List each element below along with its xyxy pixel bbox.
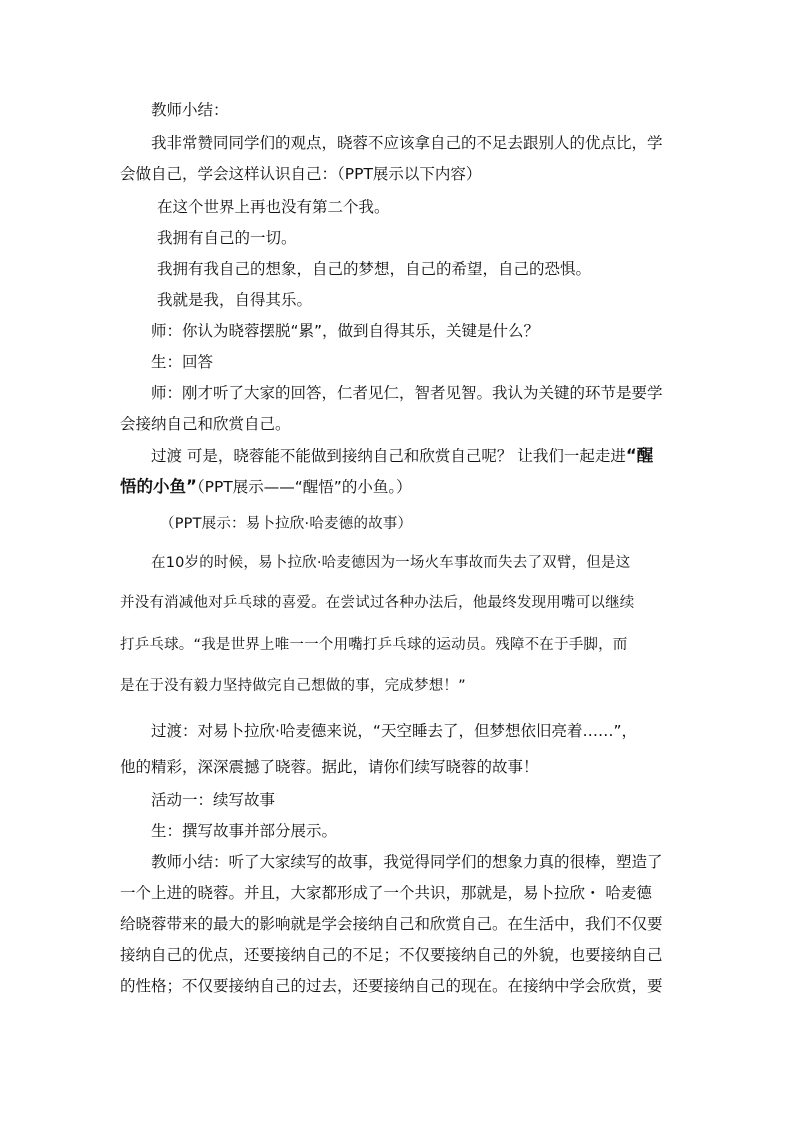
dialogue-line: 生：撰写故事并部分展示。 xyxy=(151,822,338,840)
paragraph-line: 师：刚才听了大家的回答，仁者见仁，智者见智。我认为关键的环节是要学 xyxy=(151,384,663,402)
paragraph-line: 他的精彩，深深震撼了晓蓉。据此，请你们续写晓蓉的故事！ xyxy=(120,758,539,776)
ppt-caption: （PPT展示：易卜拉欣·哈麦德的故事） xyxy=(160,516,413,532)
story-line: 在10岁的时候，易卜拉欣·哈麦德因为一场火车事故而失去了双臂，但是这 xyxy=(151,555,631,571)
ppt-note: （PPT展示——“醒悟”的小鱼。） xyxy=(196,478,412,496)
transition-text: 过渡 可是，晓蓉能不能做到接纳自己和欣赏自己呢？ 让我们一起走进 xyxy=(151,447,626,465)
paragraph-line: 教师小结：听了大家续写的故事，我觉得同学们的想象力真的很棒，塑造了 xyxy=(151,853,663,871)
paragraph-line: 给晓蓉带来的最大的影响就是学会接纳自己和欣赏自己。在生活中，我们不仅要 xyxy=(120,915,663,933)
dialogue-line: 师：你认为晓蓉摆脱“累”，做到自得其乐，关键是什么？ xyxy=(151,322,540,340)
dialogue-line: 生：回答 xyxy=(151,353,214,371)
story-line: 是在于没有毅力坚持做完自己想做的事，完成梦想！” xyxy=(120,678,466,694)
bold-title-start: “醒 xyxy=(625,446,654,465)
paragraph-line: 会接纳自己和欣赏自己。 xyxy=(120,415,291,433)
story-line: 打乒乓球。“我是世界上唯一一个用嘴打乒乓球的运动员。残障不在于手脚，而 xyxy=(120,637,628,653)
quote-line: 我拥有自己的一切。 xyxy=(157,229,297,247)
paragraph-line: 会做自己，学会这样认识自己：（PPT展示以下内容） xyxy=(120,165,482,183)
transition-line xyxy=(151,446,653,466)
story-line: 并没有消减他对乒乓球的喜爱。在尝试过各种办法后，他最终发现用嘴可以继续 xyxy=(120,595,635,611)
transition-line: 过渡：对易卜拉欣·哈麦德来说，“天空睡去了，但梦想依旧亮着……”， xyxy=(151,722,637,740)
quote-line: 在这个世界上再也没有第二个我。 xyxy=(157,198,390,216)
bold-title-end: 悟的小鱼” xyxy=(120,477,197,496)
teacher-summary-heading: 教师小结： xyxy=(151,101,229,119)
quote-line: 我拥有我自己的想象，自己的梦想，自己的希望，自己的恐惧。 xyxy=(157,260,592,278)
transition-line-continued xyxy=(120,477,412,497)
paragraph-line: 的性格；不仅要接纳自己的过去，还要接纳自己的现在。在接纳中学会欣赏，要 xyxy=(120,977,663,995)
activity-heading: 活动一：续写故事 xyxy=(151,791,276,809)
paragraph-line: 我非常赞同同学们的观点，晓蓉不应该拿自己的不足去跟别人的优点比，学 xyxy=(151,134,663,152)
quote-line: 我就是我，自得其乐。 xyxy=(157,291,313,309)
paragraph-line: 接纳自己的优点，还要接纳自己的不足；不仅要接纳自己的外貌，也要接纳自己 xyxy=(120,946,663,964)
paragraph-line: 一个上进的晓蓉。并且，大家都形成了一个共识，那就是，易卜拉欣・ 哈麦德 xyxy=(120,884,652,902)
